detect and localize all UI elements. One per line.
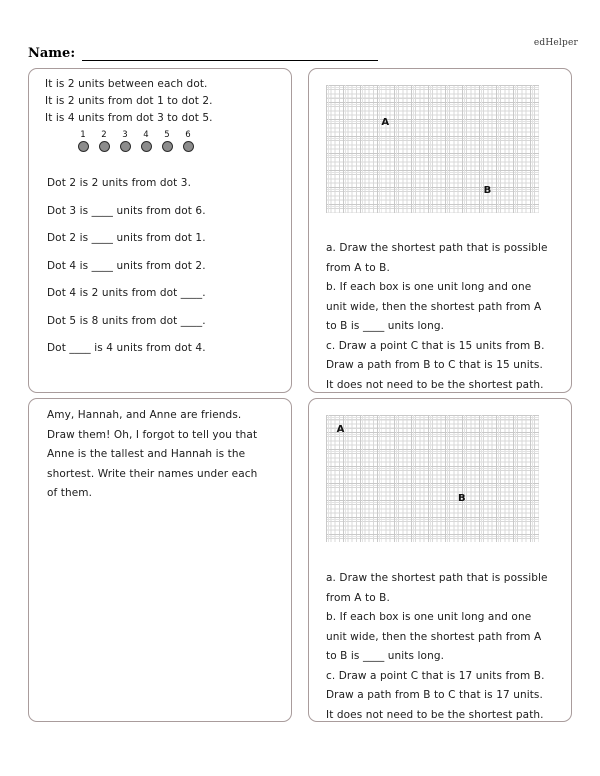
dot-item: [182, 131, 194, 152]
dot-number-label: 2: [101, 130, 107, 140]
grid-lines: [326, 415, 539, 542]
question-line[interactable]: Dot 4 is ____ units from dot 2.: [47, 259, 206, 272]
question-line[interactable]: Dot 2 is ____ units from dot 1.: [47, 232, 206, 244]
question-line: c. Draw a point C that is 17 units from B.: [326, 669, 545, 682]
problem-box-2: [308, 68, 572, 393]
prompt-line: shortest. Write their names under each: [47, 467, 258, 480]
problem-box-4: [308, 398, 572, 722]
question-line[interactable]: Dot 2 is 2 units from dot 3.: [47, 177, 192, 189]
coordinate-grid-2[interactable]: [326, 415, 539, 542]
dot-marker-icon: [78, 141, 89, 152]
dot-number-label: 1: [80, 130, 86, 140]
question-line: unit wide, then the shortest path from A: [326, 300, 542, 313]
name-write-line[interactable]: [82, 48, 378, 61]
problem-box-3: [28, 398, 292, 722]
question-line: Draw a path from B to C that is 17 units.: [326, 689, 543, 701]
grid-1-questions: [326, 239, 562, 395]
name-label: Name:: [28, 46, 76, 61]
edhelper-logo: edHelper: [533, 38, 578, 48]
question-line: b. If each box is one unit long and one: [326, 611, 532, 623]
question-line: a. Draw the shortest path that is possible: [326, 572, 548, 584]
dot-marker-icon: [141, 141, 152, 152]
dot-item: [77, 131, 89, 152]
dot-distance-questions: [47, 177, 281, 370]
dot-number-label: 4: [143, 130, 149, 140]
question-line: Draw a path from B to C that is 15 units.: [326, 359, 543, 371]
grid-lines: [326, 85, 539, 213]
dot-marker-icon: [183, 141, 194, 152]
prompt-line: Amy, Hannah, and Anne are friends.: [47, 409, 242, 421]
dot-item: [119, 131, 131, 152]
problem-box-1: [28, 68, 292, 393]
dot-item: [161, 131, 173, 152]
coordinate-grid-1[interactable]: [326, 85, 539, 213]
dot-marker-icon: [99, 141, 110, 152]
question-line: a. Draw the shortest path that is possible: [326, 242, 548, 254]
drawing-answer-area[interactable]: [47, 514, 275, 704]
question-line: c. Draw a point C that is 15 units from B.: [326, 339, 545, 352]
dot-number-label: 6: [185, 130, 191, 140]
grid-point-a-label: A: [381, 117, 390, 129]
grid-point-a-label: A: [336, 424, 345, 436]
drawing-prompt: [47, 406, 283, 504]
dot-number-label: 5: [164, 130, 170, 140]
question-line: unit wide, then the shortest path from A: [326, 630, 542, 643]
question-line: b. If each box is one unit long and one: [326, 281, 532, 293]
prompt-line: Draw them! Oh, I forgot to tell you that: [47, 428, 258, 441]
question-line[interactable]: to B is ____ units long.: [326, 320, 445, 332]
question-line[interactable]: Dot 5 is 8 units from dot ____.: [47, 314, 206, 327]
intro-line: It is 4 units from dot 3 to dot 5.: [45, 112, 213, 124]
dot-marker-icon: [120, 141, 131, 152]
question-line: It does not need to be the shortest path.: [326, 378, 544, 391]
dot-number-line: [77, 131, 194, 152]
dot-item: [98, 131, 110, 152]
grid-point-b-label: B: [458, 492, 466, 504]
question-line: from A to B.: [326, 261, 390, 274]
grid-point-b-label: B: [483, 185, 492, 197]
question-line[interactable]: Dot 4 is 2 units from dot ____.: [47, 287, 206, 299]
dot-number-label: 3: [122, 130, 128, 140]
prompt-line: of them.: [47, 487, 93, 499]
question-line: from A to B.: [326, 591, 390, 604]
question-line[interactable]: Dot ____ is 4 units from dot 4.: [47, 342, 206, 354]
question-line: It does not need to be the shortest path.: [326, 708, 544, 721]
grid-2-questions: [326, 569, 562, 725]
question-line[interactable]: to B is ____ units long.: [326, 650, 445, 662]
name-field-row: [28, 47, 378, 61]
intro-line: It is 2 units between each dot.: [45, 78, 208, 90]
dot-marker-icon: [162, 141, 173, 152]
dot-item: [140, 131, 152, 152]
prompt-line: Anne is the tallest and Hannah is the: [47, 448, 246, 460]
question-line[interactable]: Dot 3 is ____ units from dot 6.: [47, 204, 206, 217]
intro-line: It is 2 units from dot 1 to dot 2.: [45, 95, 213, 107]
dot-intro-statements: [45, 76, 283, 127]
